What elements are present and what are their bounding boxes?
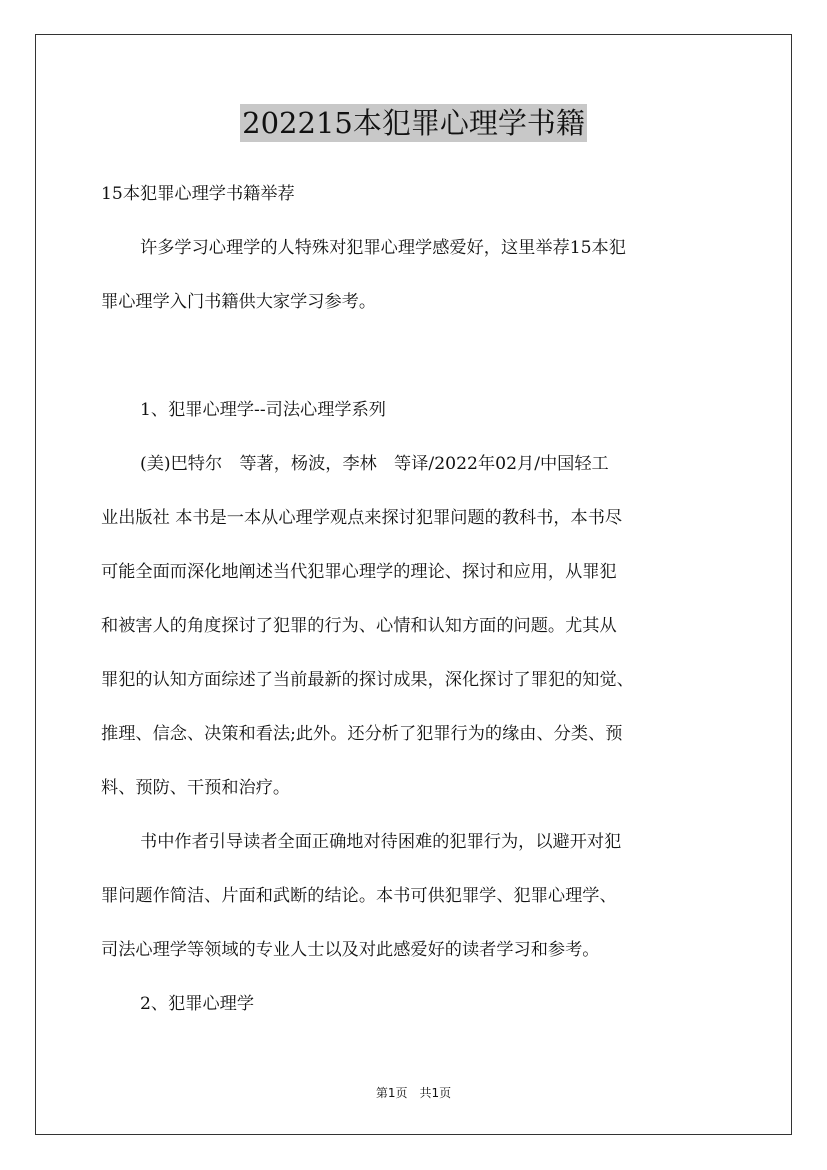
intro-line-2: 罪心理学入门书籍供大家学习参考。 [101,292,377,312]
book1-line-1: (美)巴特尔 等著，杨波，李林 等译/2022年02月/中国轻工 [140,454,609,474]
book1-line-4: 和被害人的角度探讨了犯罪的行为、心情和认知方面的问题。尤其从 [101,616,617,636]
title-container [0,104,827,142]
page-footer: 第1页 共1页 [375,1086,452,1100]
subtitle: 15本犯罪心理学书籍举荐 [101,184,295,204]
intro-line-1: 许多学习心理学的人特殊对犯罪心理学感爱好，这里举荐15本犯 [140,238,626,258]
book1-heading: 1、犯罪心理学--司法心理学系列 [140,400,386,420]
book2-heading: 2、犯罪心理学 [140,994,255,1014]
book1-line-2: 业出版社 本书是一本从心理学观点来探讨犯罪问题的教科书，本书尽 [101,508,623,528]
book1-line-8: 书中作者引导读者全面正确地对待困难的犯罪行为，以避开对犯 [140,832,622,852]
book1-line-10: 司法心理学等领域的专业人士以及对此感爱好的读者学习和参考。 [101,940,600,960]
document-title: 202215本犯罪心理学书籍 [242,106,585,140]
book1-line-7: 料、预防、干预和治疗。 [101,778,291,798]
book1-line-3: 可能全面而深化地阐述当代犯罪心理学的理论、探讨和应用，从罪犯 [101,562,617,582]
book1-line-6: 推理、信念、决策和看法;此外。还分析了犯罪行为的缘由、分类、预 [101,724,623,744]
book1-line-9: 罪问题作简洁、片面和武断的结论。本书可供犯罪学、犯罪心理学、 [101,886,617,906]
book1-line-5: 罪犯的认知方面综述了当前最新的探讨成果，深化探讨了罪犯的知觉、 [101,670,634,690]
